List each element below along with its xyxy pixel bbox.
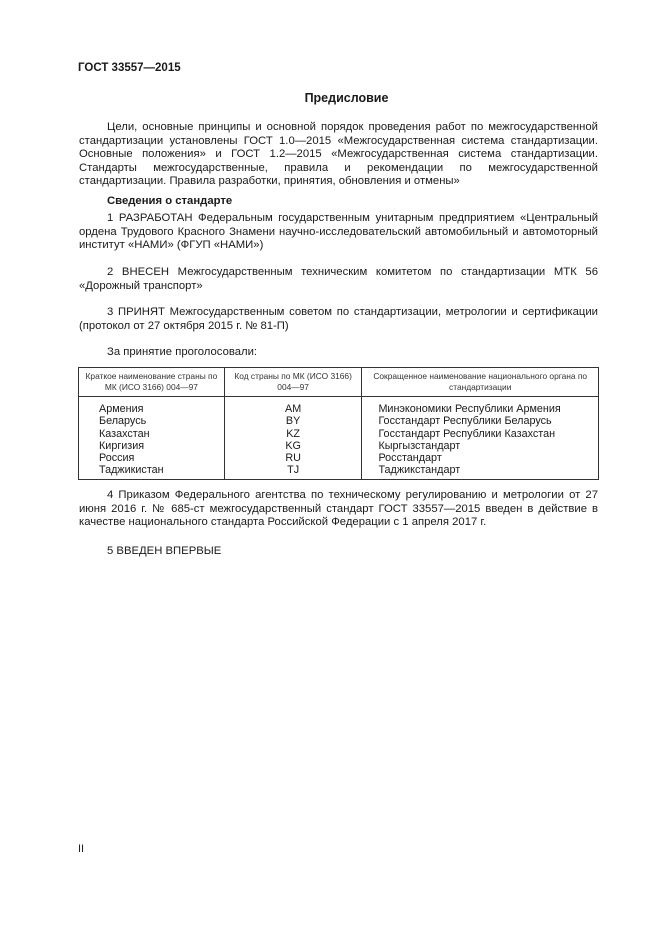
table-row [79,428,599,440]
country-code: KZ [224,428,362,440]
intro-paragraph: Цели, основные принципы и основной порядок проведения работ по межгосударственной стандартизации установлены ГОСТ 1.0—2015 «Межгосударственная система стандартизации. Основные положения» и ГОСТ 1.2—2015 «Межгосударственная система стандартизации. Стандарты межгосударственные, правила и рекомендации по межгосударственной стандартизации. Правила разработки, принятия, обновления и отмены» [79,121,598,188]
page-number: II [78,843,85,855]
section-heading: Сведения о стандарте [107,195,233,207]
header-country-code: Код страны по МК (ИСО 3166) 004—97 [224,368,362,397]
country-name: Беларусь [79,415,225,427]
page-title: Предисловие [304,91,389,105]
country-name: Таджикистан [79,464,225,480]
item-introduced: 2 ВНЕСЕН Межгосударственным техническим комитетом по стандартизации МТК 56 «Дорожный транспорт» [79,266,598,292]
country-code: AM [224,397,362,416]
country-code: BY [224,415,362,427]
table-header-row [79,368,599,397]
header-country-name: Краткое наименование страны по МК (ИСО 3166) 004—97 [79,368,225,397]
document-code: ГОСТ 33557—2015 [78,62,181,74]
standards-body: Кыргызстандарт [362,440,599,452]
table-row [79,440,599,452]
countries-table [78,367,599,480]
standards-body: Госстандарт Республики Беларусь [362,415,599,427]
voted-label: За принятие проголосовали: [107,346,258,358]
country-name: Казахстан [79,428,225,440]
table-row [79,452,599,464]
country-name: Россия [79,452,225,464]
item-first-time: 5 ВВЕДЕН ВПЕРВЫЕ [107,545,222,557]
item-developed: 1 РАЗРАБОТАН Федеральным государственным унитарным предприятием «Центральный ордена Трудового Красного Знамени научно-исследовательский автомобильный и автомоторный институт «НАМИ» (ФГУП «НАМИ») [79,212,598,252]
country-code: TJ [224,464,362,480]
country-code: KG [224,440,362,452]
header-standards-body: Сокращенное наименование национального органа по стандартизации [362,368,599,397]
standards-body: Госстандарт Республики Казахстан [362,428,599,440]
standards-body: Таджикстандарт [362,464,599,480]
country-name: Армения [79,397,225,416]
item-enacted: 4 Приказом Федерального агентства по техническому регулированию и метрологии от 27 июня 2016 г. № 685-ст межгосударственный стандарт ГОСТ 33557—2015 введен в действие в качестве национального стандарта Российской Федерации с 1 апреля 2017 г. [79,489,598,529]
item-adopted: 3 ПРИНЯТ Межгосударственным советом по стандартизации, метрологии и сертификации (протокол от 27 октября 2015 г. № 81-П) [79,306,598,332]
standards-body: Росстандарт [362,452,599,464]
country-code: RU [224,452,362,464]
country-name: Киргизия [79,440,225,452]
standards-body: Минэкономики Республики Армения [362,397,599,416]
table-row [79,397,599,416]
table-row [79,464,599,480]
table-row [79,415,599,427]
